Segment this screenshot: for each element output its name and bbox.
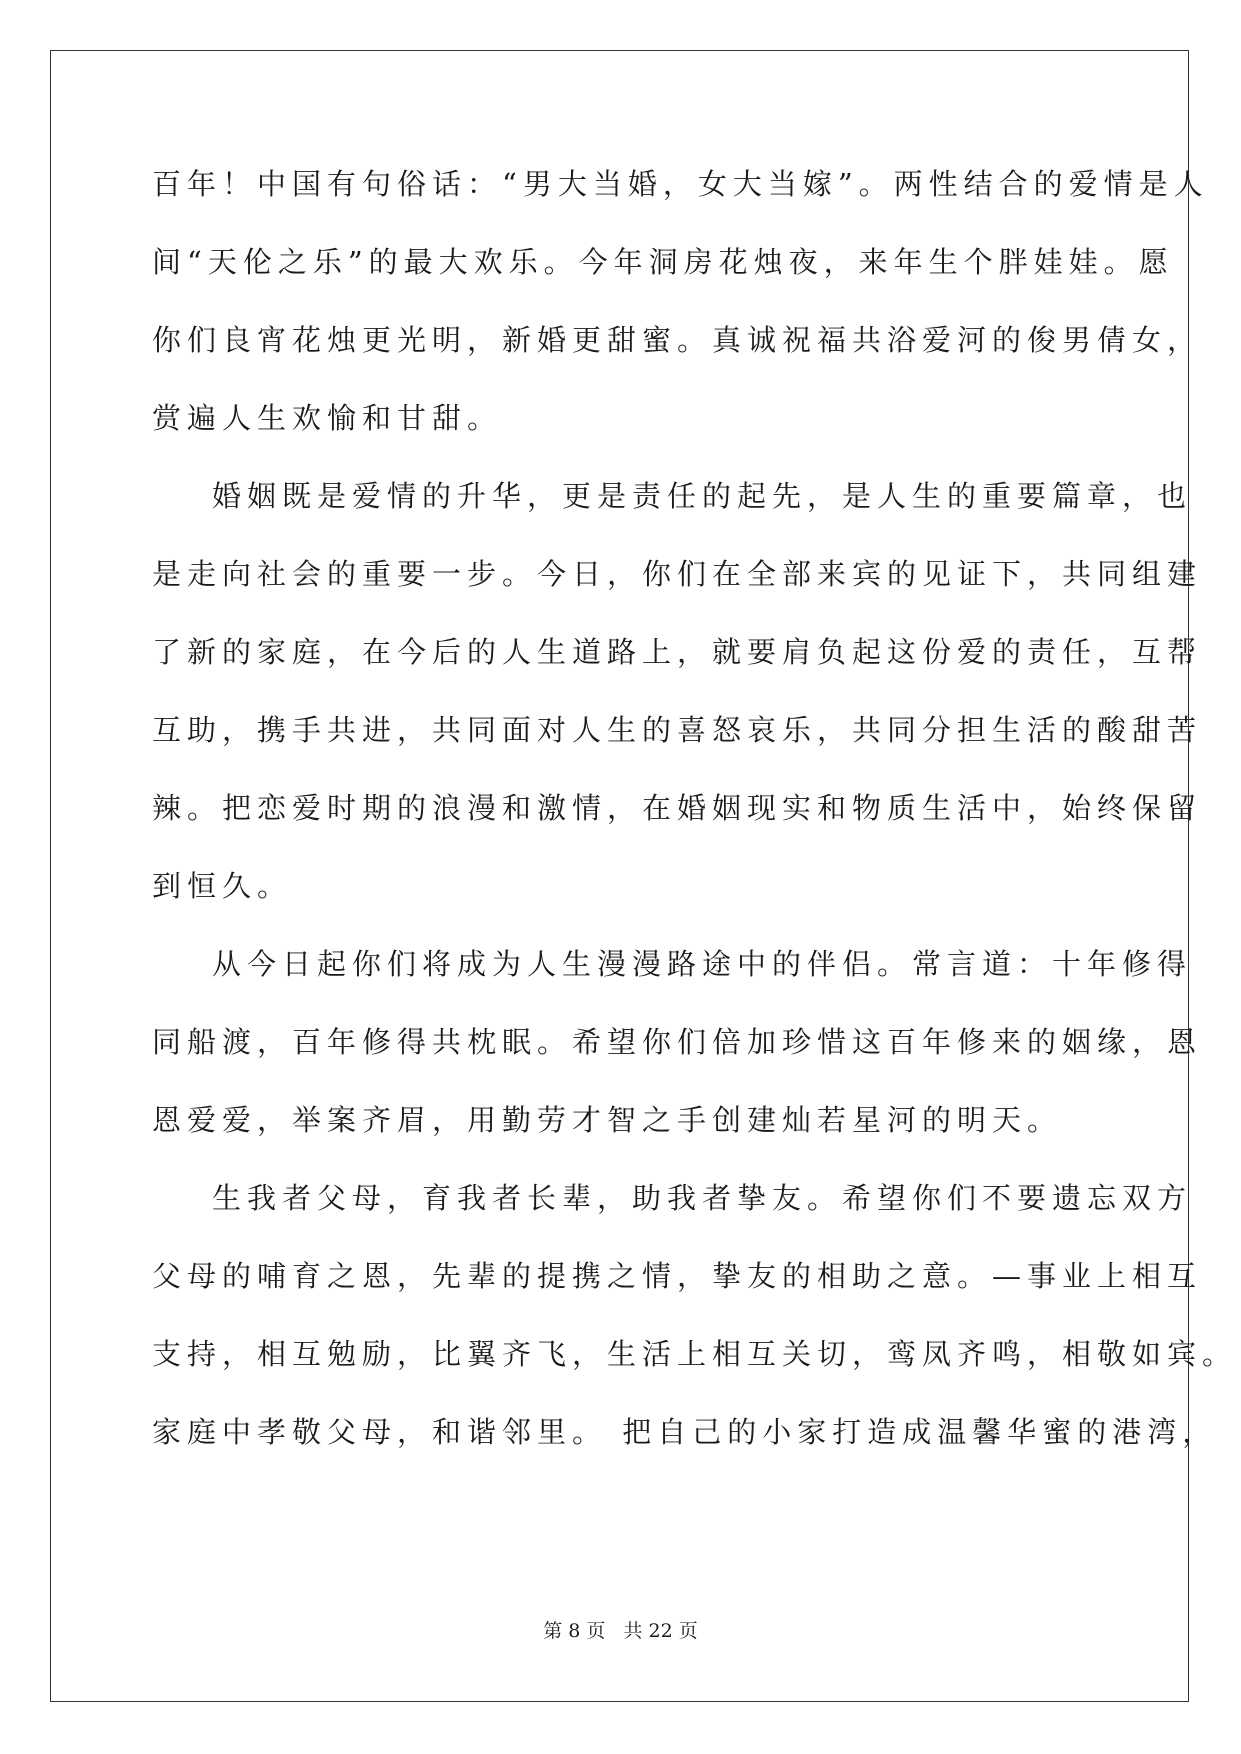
text-line: 间“天伦之乐”的最大欢乐。今年洞房花烛夜，来年生个胖娃娃。愿 bbox=[152, 245, 1174, 279]
paragraph-start-line: 婚姻既是爱情的升华，更是责任的起先，是人生的重要篇章，也 bbox=[212, 479, 1193, 513]
text-line: 了新的家庭，在今后的人生道路上，就要肩负起这份爱的责任，互帮 bbox=[152, 635, 1203, 669]
page-footer bbox=[0, 1616, 1241, 1643]
page-total: 共 22 页 bbox=[623, 1620, 698, 1642]
text-line: 到恒久。 bbox=[152, 869, 293, 903]
document-body bbox=[152, 164, 1238, 1452]
paragraph-start-line: 生我者父母，育我者长辈，助我者挚友。希望你们不要遗忘双方 bbox=[212, 1181, 1193, 1215]
page-number: 第 8 页 bbox=[543, 1620, 606, 1642]
text-line: 父母的哺育之恩，先辈的提携之情，挚友的相助之意。—事业上相互 bbox=[152, 1259, 1203, 1293]
text-line: 支持，相互勉励，比翼齐飞，生活上相互关切，鸾凤齐鸣，相敬如宾。 bbox=[152, 1337, 1238, 1371]
text-line: 互助，携手共进，共同面对人生的喜怒哀乐，共同分担生活的酸甜苦 bbox=[152, 713, 1203, 747]
text-line: 是走向社会的重要一步。今日，你们在全部来宾的见证下，共同组建 bbox=[152, 557, 1203, 591]
text-line: 同船渡，百年修得共枕眠。希望你们倍加珍惜这百年修来的姻缘，恩 bbox=[152, 1025, 1203, 1059]
text-line: 你们良宵花烛更光明，新婚更甜蜜。真诚祝福共浴爱河的俊男倩女， bbox=[152, 323, 1203, 357]
text-line: 百年！中国有句俗话：“男大当婚，女大当嫁”。两性结合的爱情是人 bbox=[152, 167, 1209, 201]
text-line: 辣。把恋爱时期的浪漫和激情，在婚姻现实和物质生活中，始终保留 bbox=[152, 791, 1203, 825]
text-line: 赏遍人生欢愉和甘甜。 bbox=[152, 401, 503, 435]
text-line: 恩爱爱，举案齐眉，用勤劳才智之手创建灿若星河的明天。 bbox=[152, 1103, 1063, 1137]
paragraph-start-line: 从今日起你们将成为人生漫漫路途中的伴侣。常言道：十年修得 bbox=[212, 947, 1193, 981]
text-line: 家庭中孝敬父母，和谐邻里。 把自己的小家打造成温馨华蜜的港湾， bbox=[152, 1415, 1218, 1449]
